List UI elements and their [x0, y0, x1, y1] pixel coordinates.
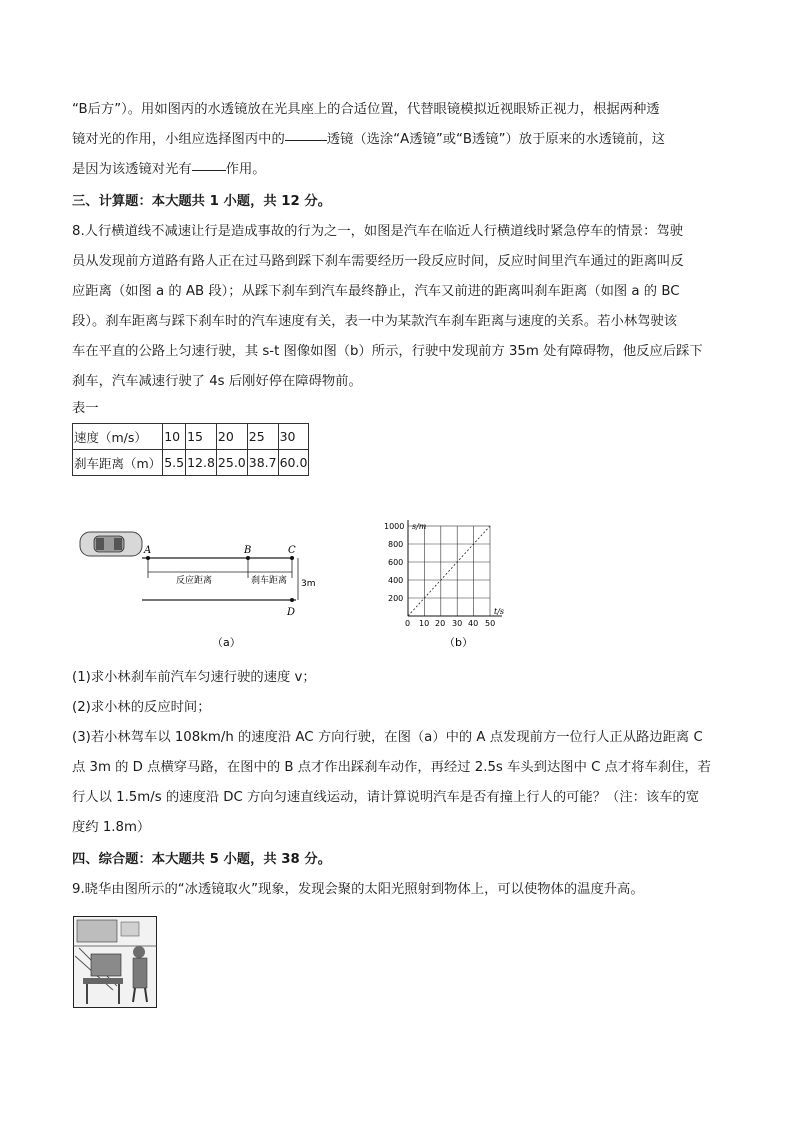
x-tick: 40	[468, 619, 479, 628]
table-cell: 5.5	[163, 450, 186, 476]
table-cell: 25	[247, 424, 278, 450]
sub-question: 度约 1.8m）	[72, 820, 151, 835]
table-cell: 12.8	[186, 450, 217, 476]
question-text: 车在平直的公路上匀速行驶，其 s-t 图像如图（b）所示，行驶中发现前方 35m 处有障碍物，他反应后踩下	[72, 344, 703, 359]
sub-question: (2)求小林的反应时间；	[72, 700, 211, 715]
graph-xlabel: t/s	[494, 607, 505, 616]
point-label-c: C	[288, 545, 296, 556]
text-line: 是因为该透镜对光有 作用。	[72, 162, 266, 177]
x-tick: 10	[419, 619, 430, 628]
document-body	[72, 95, 722, 476]
figures-a-b	[72, 518, 532, 658]
table-cell: 25.0	[216, 450, 247, 476]
section-heading: 三、计算题：本大题共 1 小题，共 12 分。	[72, 194, 332, 209]
table-cell: 30	[278, 424, 309, 450]
sub-question: (3)若小林驾车以 108km/h 的速度沿 AC 方向行驶，在图（a）中的 A 点发现前方一位行人正从路边距离 C	[72, 730, 703, 745]
table-cell: 15	[186, 424, 217, 450]
x-tick: 20	[435, 619, 446, 628]
question-text: 9.晓华由图所示的“冰透镜取火”现象，发现会聚的太阳光照射到物体上，可以使物体的温度升高。	[72, 882, 644, 897]
table-cell: 10	[163, 424, 186, 450]
y-tick: 800	[388, 540, 404, 549]
table-caption: 表一	[72, 401, 99, 416]
ice-lens-illustration	[73, 916, 157, 1008]
st-graph	[384, 520, 504, 628]
table-header-cell: 刹车距离（m）	[73, 450, 163, 476]
reaction-distance-label: 反应距离	[176, 576, 213, 586]
text-line: “B后方”）。用如图丙的水透镜放在光具座上的合适位置，代替眼镜模拟近视眼矫正视力，根据两种透	[72, 102, 660, 117]
point-label-a: A	[144, 545, 152, 556]
width-label: 3m	[301, 579, 316, 589]
point-label-b: B	[244, 545, 252, 556]
table-row	[73, 424, 309, 450]
table-cell: 38.7	[247, 450, 278, 476]
y-tick: 1000	[384, 522, 405, 531]
speed-braking-table	[72, 423, 309, 476]
x-tick: 0	[405, 619, 411, 628]
text-line: 镜对光的作用，小组应选择图丙中的 透镜（选涂“A透镜”或“B透镜”）放于原来的水透镜前，这	[72, 132, 666, 147]
table-row	[73, 450, 309, 476]
point-label-d: D	[287, 607, 296, 618]
question-text: 应距离（如图 a 的 AB 段）；从踩下刹车到汽车最终静止，汽车又前进的距离叫刹车距离（如图 a 的 BC	[72, 284, 680, 299]
sub-question: 点 3m 的 D 点横穿马路，在图中的 B 点才作出踩刹车动作，再经过 2.5s 车头到达图中 C 点才将车刹住，若	[72, 760, 711, 775]
graph-line	[408, 526, 490, 616]
section-heading: 四、综合题：本大题共 5 小题，共 38 分。	[72, 852, 332, 867]
figure-b-caption: （b）	[444, 636, 473, 649]
x-tick: 30	[452, 619, 463, 628]
question-text: 员从发现前方道路有路人正在过马路到踩下刹车需要经历一段反应时间，反应时间里汽车通过的距离叫反	[72, 254, 684, 269]
graph-ylabel: s/m	[412, 522, 427, 531]
y-tick: 200	[388, 594, 404, 603]
answer-blank[interactable]	[285, 139, 327, 141]
y-tick: 400	[388, 576, 404, 585]
table-header-cell: 速度（m/s）	[73, 424, 163, 450]
answer-blank[interactable]	[192, 169, 226, 171]
braking-distance-label: 刹车距离	[251, 576, 288, 586]
question-text: 8.人行横道线不减速让行是造成事故的行为之一，如图是汽车在临近人行横道线时紧急停车的情景：驾驶	[72, 224, 684, 239]
car-icon	[80, 532, 142, 556]
y-tick: 600	[388, 558, 404, 567]
figure-a-caption: （a）	[212, 636, 241, 649]
question-text: 刹车，汽车减速行驶了 4s 后刚好停在障碍物前。	[72, 374, 362, 389]
sub-question: (1)求小林刹车前汽车匀速行驶的速度 v；	[72, 670, 316, 685]
question-text: 段）。刹车距离与踩下刹车时的汽车速度有关，表一中为某款汽车刹车距离与速度的关系。若小林驾驶该	[72, 314, 678, 329]
document-body-lower	[72, 663, 722, 905]
x-tick: 50	[485, 619, 496, 628]
table-cell: 60.0	[278, 450, 309, 476]
table-cell: 20	[216, 424, 247, 450]
sub-question: 行人以 1.5m/s 的速度沿 DC 方向匀速直线运动，请计算说明汽车是否有撞上行人的可能？（注：该车的宽	[72, 790, 700, 805]
